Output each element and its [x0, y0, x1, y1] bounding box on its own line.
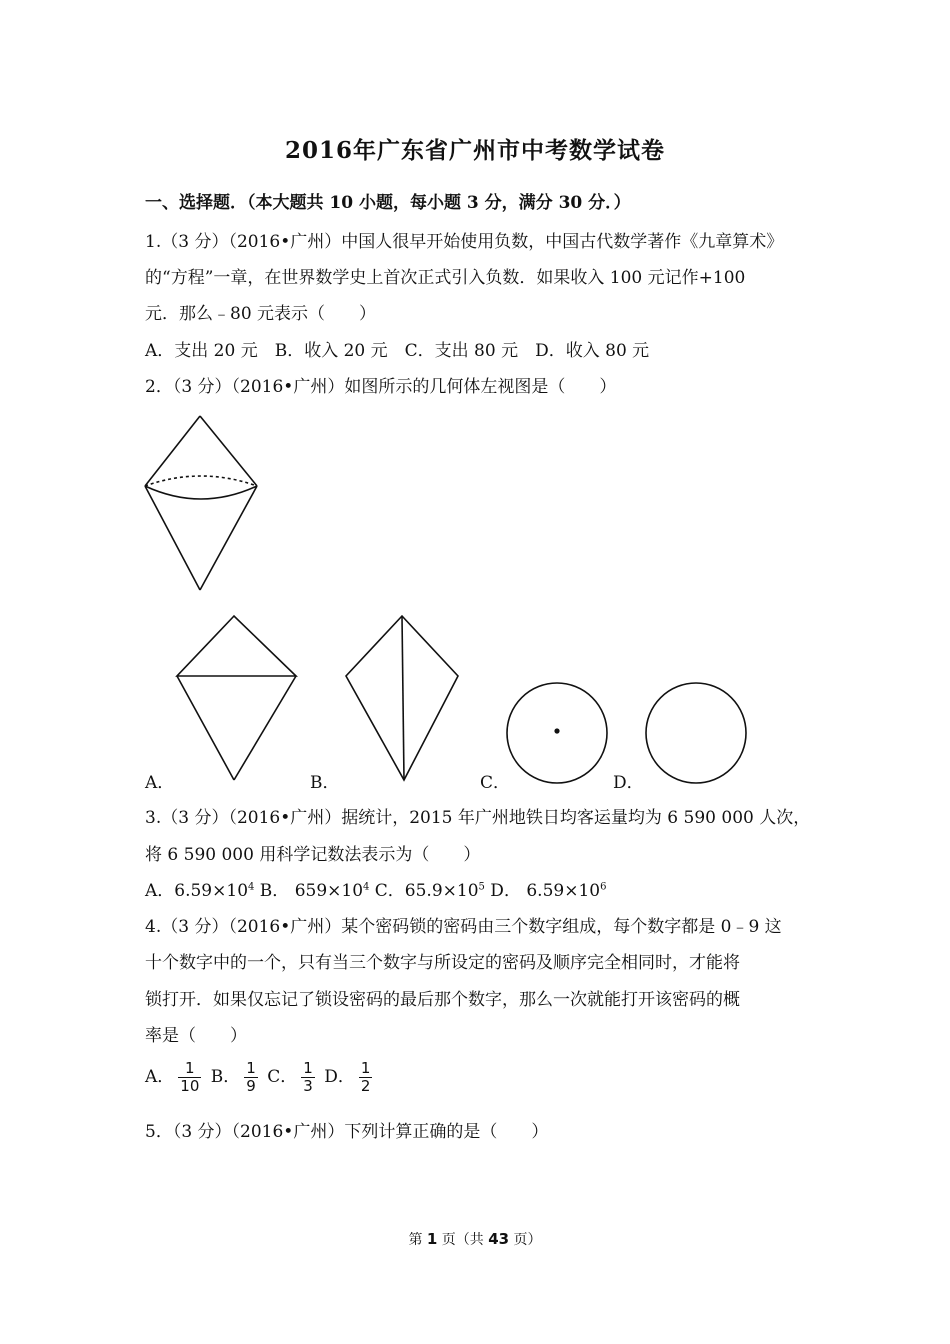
solid-figure: [140, 412, 265, 594]
q4-fraction-a: [178, 1060, 201, 1095]
footer-prefix: 第: [408, 1232, 427, 1248]
q1-line-1: 1.（3 分）（2016•广州）中国人很早开始使用负数，中国古代数学著作《九章算术》: [145, 232, 784, 252]
q4-fraction-b: [244, 1060, 258, 1095]
q4-label-a: A．: [145, 1067, 175, 1087]
option-b-label: B．: [310, 773, 340, 793]
option-a-label: A．: [145, 773, 175, 793]
q4-options: [145, 1060, 376, 1095]
footer-total-pages: 43: [488, 1230, 510, 1248]
page-title: 2016年广东省广州市中考数学试卷: [284, 137, 665, 164]
q3-line-1: 3.（3 分）（2016•广州）据统计，2015 年广州地铁日均客运量均为 6 590 000 人次，: [145, 808, 811, 828]
q3-exp-a: 4: [248, 881, 255, 893]
fraction-denominator: 10: [180, 1077, 200, 1095]
q4-line-1: 4.（3 分）（2016•广州）某个密码锁的密码由三个数字组成，每个数字都是 0﹣9 这: [145, 917, 782, 937]
option-d-label: D．: [613, 773, 644, 793]
q3-option-b: B． 659×10: [254, 881, 364, 901]
fraction-denominator: 9: [246, 1077, 256, 1095]
fraction-numerator: 1: [360, 1059, 371, 1077]
q4-line-3: 锁打开．如果仅忘记了锁设密码的最后那个数字，那么一次就能打开该密码的概: [145, 990, 740, 1010]
q3-option-d: D． 6.59×10: [484, 881, 601, 901]
option-c-label: C．: [480, 773, 511, 793]
q3-options: [145, 876, 606, 901]
page-footer: [0, 1229, 950, 1249]
q3-option-a: A．6.59×10: [145, 881, 249, 901]
q3-option-c: C．65.9×10: [369, 881, 479, 901]
q1-options: A．支出 20 元 B．收入 20 元 C．支出 80 元 D．收入 80 元: [145, 341, 650, 361]
fraction-denominator: 3: [303, 1077, 313, 1095]
option-c-figure: [504, 680, 610, 786]
fraction-numerator: 1: [246, 1059, 256, 1077]
q1-line-3: 元．那么﹣80 元表示（ ）: [145, 304, 377, 324]
q3-exp-b: 4: [363, 881, 370, 893]
section-heading: 一、选择题．（本大题共 10 小题，每小题 3 分，满分 30 分．）: [145, 193, 631, 213]
footer-suffix: 页）: [509, 1232, 542, 1248]
q3-exp-c: 5: [478, 881, 485, 893]
q4-label-c: C．: [261, 1067, 298, 1087]
footer-page-number: 1: [426, 1230, 438, 1248]
q1-line-2: 的“方程”一章，在世界数学史上首次正式引入负数．如果收入 100 元记作+100: [145, 268, 746, 288]
fraction-numerator: 1: [178, 1060, 201, 1078]
q4-line-2: 十个数字中的一个，只有当三个数字与所设定的密码及顺序完全相同时，才能将: [145, 953, 740, 973]
q3-exp-d: 6: [600, 881, 607, 893]
q2-line-1: 2．（3 分）（2016•广州）如图所示的几何体左视图是（ ）: [145, 377, 617, 397]
option-b-figure: [342, 612, 462, 784]
q5-line-1: 5．（3 分）（2016•广州）下列计算正确的是（ ）: [145, 1122, 549, 1142]
q4-fraction-d: [359, 1060, 373, 1095]
q3-line-2: 将 6 590 000 用科学记数法表示为（ ）: [145, 845, 481, 865]
q4-line-4: 率是（ ）: [145, 1026, 247, 1046]
option-a-figure: [172, 612, 302, 784]
q4-label-b: B．: [205, 1067, 241, 1087]
fraction-numerator: 1: [303, 1059, 313, 1077]
q4-label-d: D．: [318, 1067, 355, 1087]
footer-middle: 页（共: [437, 1232, 489, 1248]
q4-fraction-c: [301, 1060, 315, 1095]
option-d-figure: [643, 680, 749, 786]
fraction-denominator: 2: [360, 1077, 371, 1095]
